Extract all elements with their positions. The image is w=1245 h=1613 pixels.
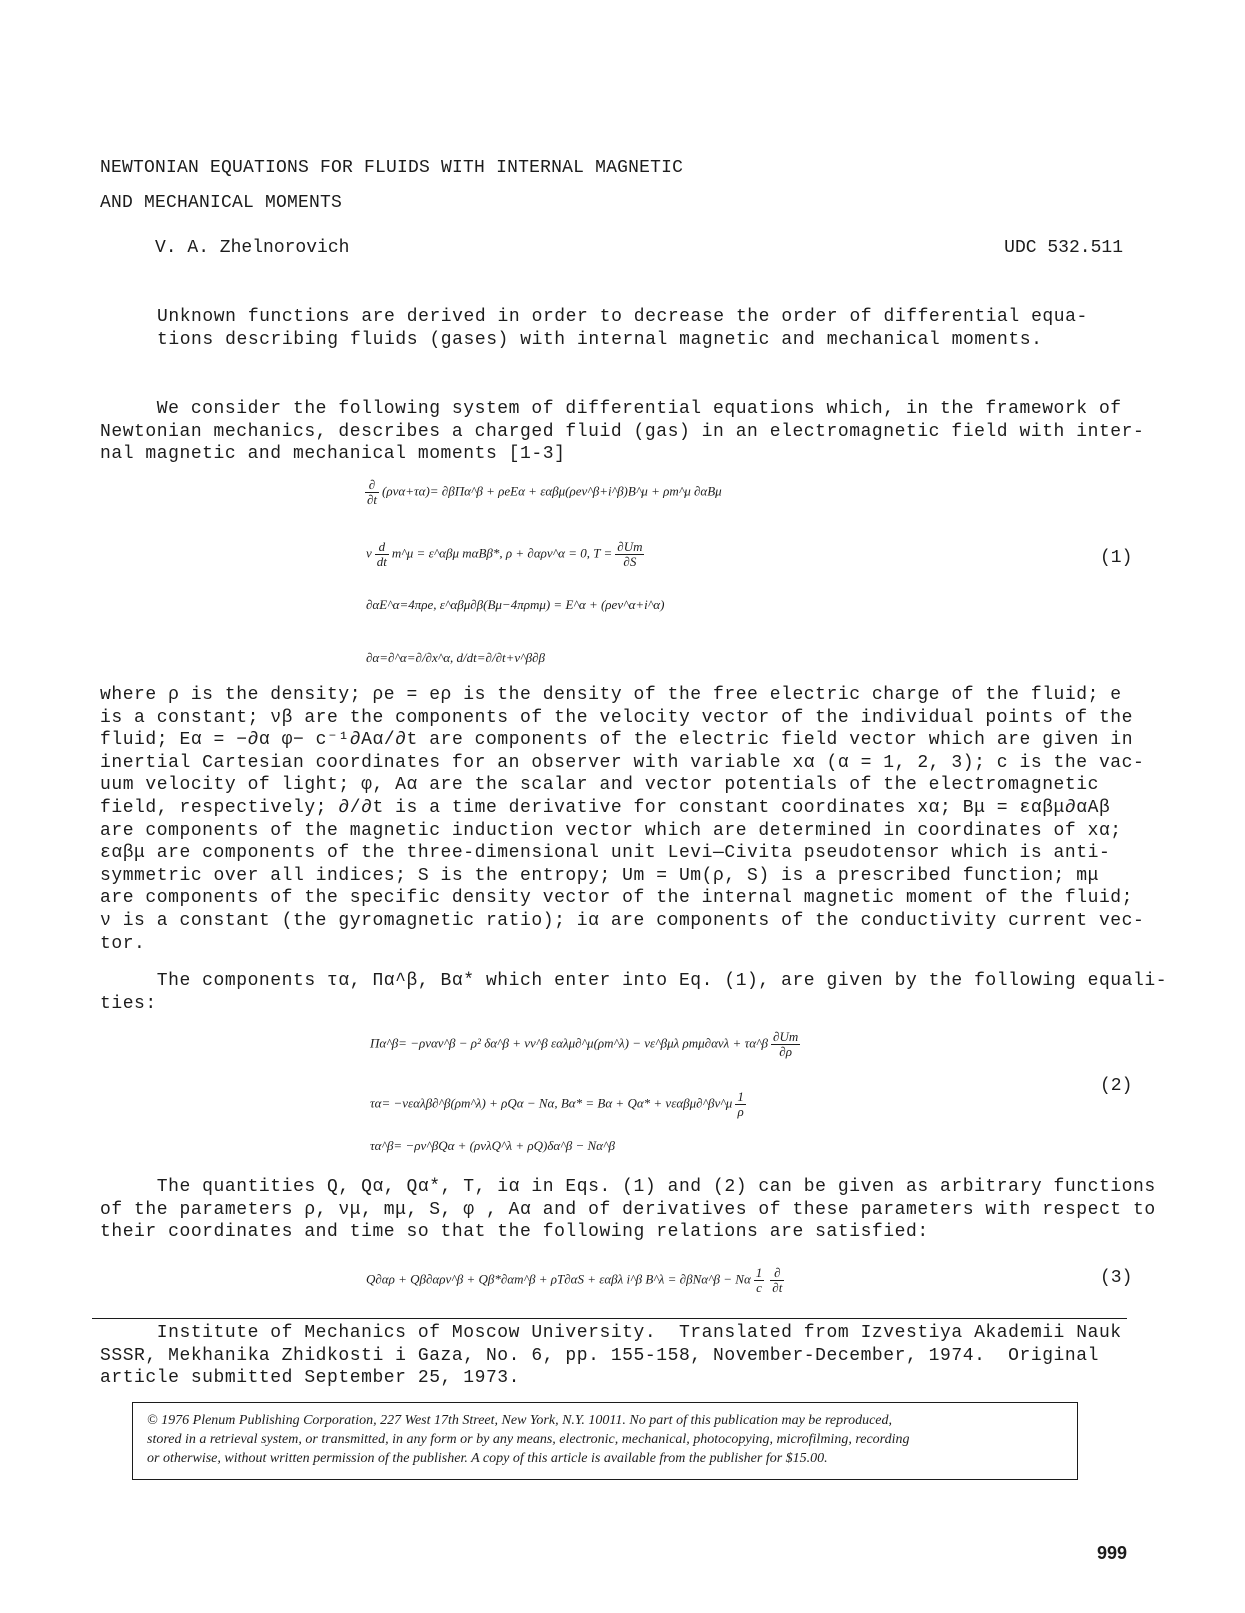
body-paragraph-1: We consider the following system of differential equations which, in the framework of Newtonian mechanics, describes a charged fluid (gas) in an electromagnetic field with inter- nal magnetic and mechanical moments [1-3] — [100, 399, 1145, 465]
equation-2-line-3: τα^β= −ρv^βQα + (ρvλQ^λ + ρQ)δα^β − Nα^β — [370, 1138, 615, 1153]
body-paragraph-3: The components τα, Πα^β, Bα* which enter into Eq. (1), are given by the following equali- ties: — [100, 971, 1168, 1014]
body-paragraph-4: The quantities Q, Qα, Qα*, T, iα in Eqs. (1) and (2) can be given as arbitrary functions of the parameters ρ, νμ, mμ, S, φ , Aα and of derivatives of these parameters with respect to their coordinates and time so that the following relations are satisfied: — [100, 1177, 1156, 1243]
equation-number-1: (1) — [1100, 548, 1133, 568]
title-line-1: NEWTONIAN EQUATIONS FOR FLUIDS WITH INTERNAL MAGNETIC — [100, 158, 684, 178]
equation-number-2: (2) — [1100, 1076, 1133, 1096]
equation-1-line-1: $\frac{\partial}{\partial t}$ (ρvα+τα)= ∂βΠα^β + ρeEα + εαβμ(ρev^β+i^β)B^μ + ρm^μ ∂αBμ — [367, 477, 722, 507]
copyright-notice: © 1976 Plenum Publishing Corporation, 227 West 17th Street, New York, N.Y. 10011. No part of this publication may be reproduced, stored in a retrieval system, or transmitted, in any form or by any means, electronic, mechanical, photocopying, microfilming, recording or otherwise, without written permission of the publisher. A copy of this article is available from the publisher for $15.00. — [132, 1402, 1078, 1480]
author: V. A. Zhelnorovich — [155, 238, 350, 258]
equation-1-line-4: ∂α=∂^α=∂/∂x^α, d/dt=∂/∂t+v^β∂β — [366, 650, 546, 665]
equation-3: Q∂αρ + Qβ∂αρv^β + Qβ*∂αm^β + ρT∂αS + εαβλ i^β B^λ = ∂βNα^β − Nα $\frac{1}{c}$ $\frac{\partial}{\partial t}$ — [366, 1265, 783, 1295]
equation-2-line-2: τα= −νεαλβ∂^β(ρm^λ) + ρQα − Nα, Bα* = Bα + Qα* + νεαβμ∂^βv^μ $\frac{1}{\rho}$ — [370, 1089, 744, 1119]
abstract: Unknown functions are derived in order to decrease the order of differential equa- tions describing fluids (gases) with internal magnetic and mechanical moments. — [157, 307, 1088, 350]
equation-2-line-1: Πα^β= −ρvαv^β − ρ² δα^β + νv^β εαλμ∂^μ(ρm^λ) − νε^βμλ ρmμ∂αvλ + τα^β $\frac{\partial Um}{\partial\rho}$ — [370, 1029, 799, 1059]
udc-code: UDC 532.511 — [1004, 238, 1123, 258]
page-number: 999 — [1096, 1543, 1127, 1563]
equation-1-line-2: ν $\frac{d}{dt}$ m^μ = ε^αβμ mαBβ*, ρ + ∂αρv^α = 0, T = $\frac{\partial Um}{\partial S}$ — [366, 539, 643, 569]
equation-number-3: (3) — [1100, 1268, 1133, 1288]
title-line-2: AND MECHANICAL MOMENTS — [100, 193, 343, 213]
footnote: Institute of Mechanics of Moscow University. Translated from Izvestiya Akademii Nauk SSSR, Mekhanika Zhidkosti i Gaza, No. 6, pp. 155-158, November-December, 1974. Original article submitted September 25, 1973. — [100, 1323, 1122, 1389]
body-paragraph-2: where ρ is the density; ρe = eρ is the density of the free electric charge of the fluid; e is a constant; νβ are the components of the velocity vector of the individual points of the fluid; Eα = −∂α φ− c⁻¹∂Aα/∂t are components of the electric field vector which are given in inertial Cartesian coordinates for an observer with variable xα (α = 1, 2, 3); c is the vac- uum velocity of light; φ, Aα are the scalar and vector potentials of the electromagnetic field, respectively; ∂/∂t is a time derivative for constant coordinates xα; Bμ = εαβμ∂αAβ are components of the magnetic induction vector which are determined in coordinates of xα; εαβμ are components of the three-dimensional unit Levi—Civita pseudotensor which is anti- symmetric over all indices; S is the entropy; Um = Um(ρ, S) is a prescribed function; mμ are components of the specific density vector of the internal magnetic moment of the fluid; ν is a constant (the gyromagnetic ratio); iα are components of the conductivity current vec- tor. — [100, 685, 1145, 954]
footnote-divider — [92, 1318, 1127, 1319]
equation-1-line-3: ∂αE^α=4πρe, ε^αβμ∂β(Bμ−4πρmμ) = E^α + (ρev^α+i^α) — [366, 597, 665, 612]
